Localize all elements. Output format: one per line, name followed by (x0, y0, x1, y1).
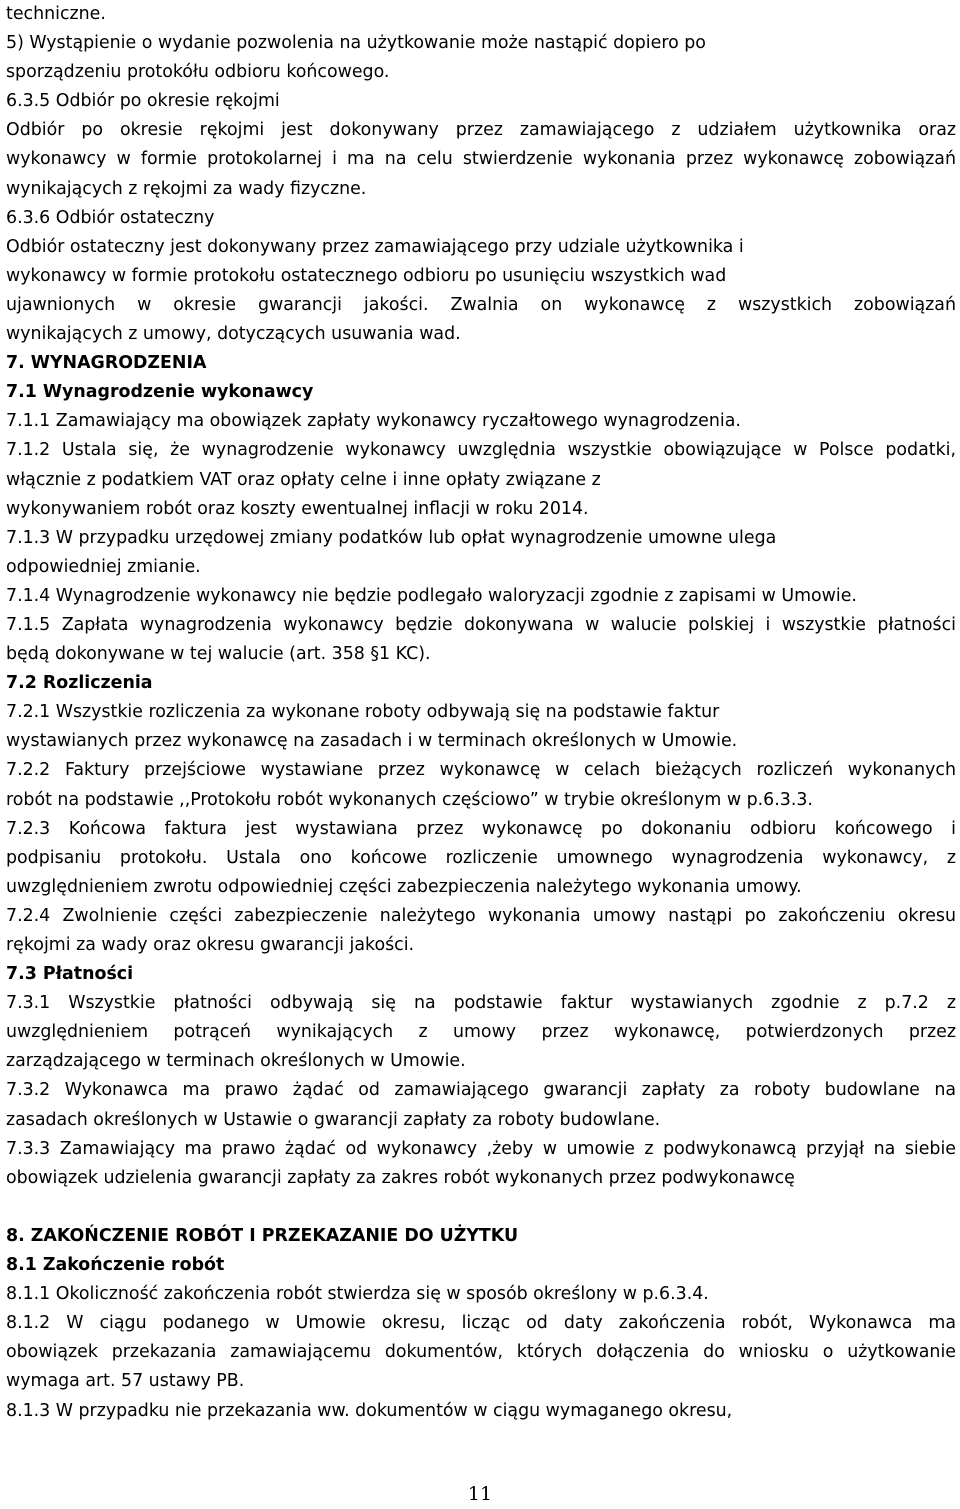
text-line: 7.2.1 Wszystkie rozliczenia za wykonane roboty odbywają się na podstawie faktur (6, 702, 720, 723)
text-line: podpisaniu protokołu. Ustala ono końcowe rozliczenie umownego wynagrodzenia wykonawcy, z (6, 847, 956, 868)
text-line: 7.1.2 Ustala się, że wynagrodzenie wykonawcy uwzględnia wszystkie obowiązujące w Polsce podatki, (6, 440, 956, 461)
text-line: włącznie z podatkiem VAT oraz opłaty celne i inne opłaty związane z (6, 469, 601, 490)
text-line: 8.1.3 W przypadku nie przekazania ww. dokumentów w ciągu wymaganego okresu, (6, 1400, 733, 1421)
text-line: sporządzeniu protokółu odbioru końcowego. (6, 62, 390, 83)
text-line: 6.3.6 Odbiór ostateczny (6, 207, 215, 228)
text-line: robót na podstawie ,,Protokołu robót wykonanych częściowo” w trybie określonym w p.6.3.3. (6, 789, 813, 810)
text-line (6, 1193, 956, 1222)
document-page (6, 0, 956, 1426)
text-line: wykonawcy w formie protokolarnej i ma na celu stwierdzenie wykonania przez wykonawcę zobowiązań (6, 149, 956, 170)
text-line: 7.1.1 Zamawiający ma obowiązek zapłaty wykonawcy ryczałtowego wynagrodzenia. (6, 411, 741, 432)
text-line: uwzględnieniem zwrotu odpowiedniej części zabezpieczenia należytego wykonania umowy. (6, 876, 802, 897)
text-line: wymaga art. 57 ustawy PB. (6, 1371, 245, 1392)
text-line: 8.1.2 W ciągu podanego w Umowie okresu, licząc od daty zakończenia robót, Wykonawca ma (6, 1313, 956, 1334)
section-heading: 7. WYNAGRODZENIA (6, 353, 207, 374)
text-line: rękojmi za wady oraz okresu gwarancji jakości. (6, 935, 415, 955)
text-line: wykonywaniem robót oraz koszty ewentualnej inflacji w roku 2014. (6, 498, 589, 519)
text-line: 7.3.1 Wszystkie płatności odbywają się na podstawie faktur wystawianych zgodnie z p.7.2 z (6, 993, 956, 1014)
text-line: techniczne. (6, 4, 106, 24)
text-line: 7.2.4 Zwolnienie części zabezpieczenie należytego wykonania umowy nastąpi po zakończeniu okresu (6, 905, 956, 926)
text-line: 7.3.2 Wykonawca ma prawo żądać od zamawiającego gwarancji zapłaty za roboty budowlane na (6, 1080, 956, 1101)
section-heading: 7.2 Rozliczenia (6, 673, 153, 694)
text-line: 7.1.4 Wynagrodzenie wykonawcy nie będzie podlegało waloryzacji zgodnie z zapisami w Umowie. (6, 585, 857, 606)
text-line: 7.1.3 W przypadku urzędowej zmiany podatków lub opłat wynagrodzenie umowne ulega (6, 527, 777, 548)
section-heading: 8. ZAKOŃCZENIE ROBÓT I PRZEKAZANIE DO UŻYTKU (6, 1225, 519, 1246)
text-line: ujawnionych w okresie gwarancji jakości. Zwalnia on wykonawcę z wszystkich zobowiązań (6, 294, 956, 315)
text-line: wynikających z rękojmi za wady fizyczne. (6, 178, 367, 199)
text-line: 7.2.2 Faktury przejściowe wystawiane przez wykonawcę w celach bieżących rozliczeń wykonanych (6, 760, 956, 781)
page-number: 11 (467, 1483, 493, 1505)
text-line: 8.1.1 Okoliczność zakończenia robót stwierdza się w sposób określony w p.6.3.4. (6, 1284, 709, 1305)
text-line: Odbiór ostateczny jest dokonywany przez zamawiającego przy udziale użytkownika i (6, 236, 744, 257)
text-line: obowiązek przekazania zamawiającemu dokumentów, których dołączenia do wniosku o użytkowanie (6, 1342, 956, 1363)
text-line: 7.1.5 Zapłata wynagrodzenia wykonawcy będzie dokonywana w walucie polskiej i wszystkie płatności (6, 614, 956, 635)
text-line: zarządzającego w terminach określonych w Umowie. (6, 1051, 466, 1072)
section-heading: 7.3 Płatności (6, 964, 134, 985)
text-line: odpowiedniej zmianie. (6, 556, 201, 577)
text-line: Odbiór po okresie rękojmi jest dokonywany przez zamawiającego z udziałem użytkownika oraz (6, 120, 956, 141)
text-line: 5) Wystąpienie o wydanie pozwolenia na użytkowanie może nastąpić dopiero po (6, 33, 706, 54)
text-line: będą dokonywane w tej walucie (art. 358 §1 KC). (6, 644, 431, 665)
text-line: wykonawcy w formie protokołu ostatecznego odbioru po usunięciu wszystkich wad (6, 265, 727, 286)
text-line: 7.3.3 Zamawiający ma prawo żądać od wykonawcy ,żeby w umowie z podwykonawcą przyjął na siebie (6, 1138, 956, 1159)
text-line: wynikających z umowy, dotyczących usuwania wad. (6, 324, 461, 345)
text-line: wystawianych przez wykonawcę na zasadach i w terminach określonych w Umowie. (6, 731, 738, 752)
text-line: uwzględnieniem potrąceń wynikających z umowy przez wykonawcę, potwierdzonych przez (6, 1022, 956, 1043)
section-heading: 8.1 Zakończenie robót (6, 1255, 225, 1276)
text-line: 6.3.5 Odbiór po okresie rękojmi (6, 91, 280, 112)
text-line: 7.2.3 Końcowa faktura jest wystawiana przez wykonawcę po dokonaniu odbioru końcowego i (6, 818, 956, 839)
text-line: zasadach określonych w Ustawie o gwarancji zapłaty za roboty budowlane. (6, 1109, 661, 1130)
text-line: obowiązek udzielenia gwarancji zapłaty za zakres robót wykonanych przez podwykonawcę (6, 1167, 795, 1188)
section-heading: 7.1 Wynagrodzenie wykonawcy (6, 382, 314, 403)
